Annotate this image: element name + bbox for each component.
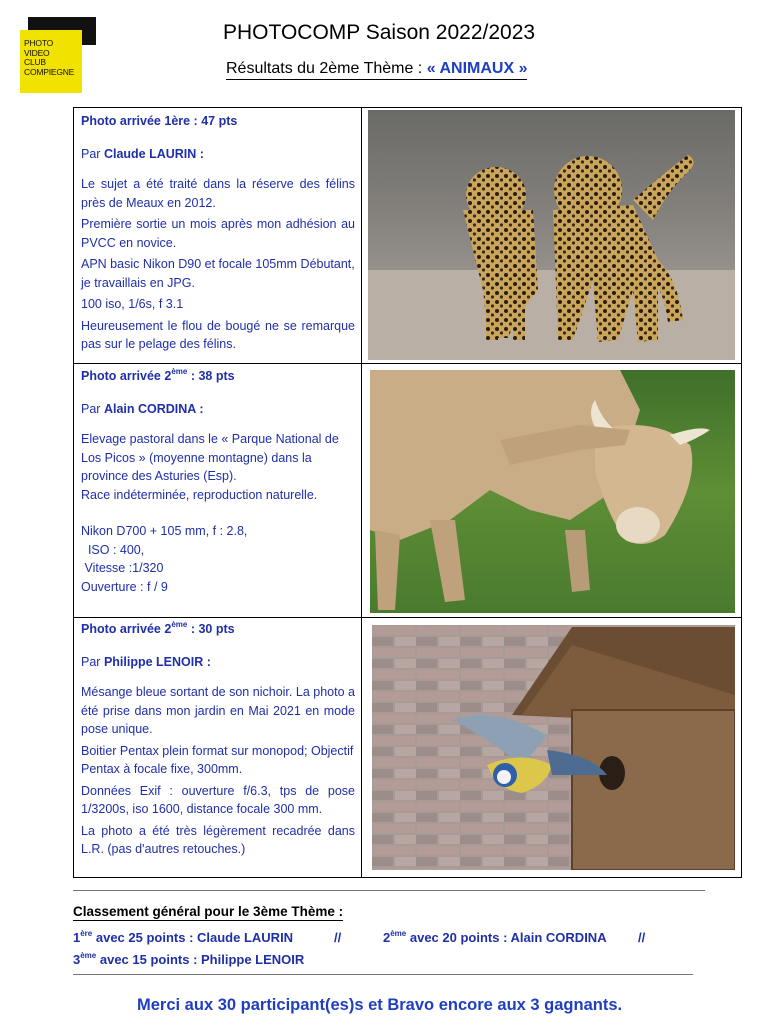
result-paragraph: Mésange bleue sortant de son nichoir. La photo a été prise dans mon jardin en Mai 2021 en mode pose unique. xyxy=(81,685,355,736)
classement-rank-1: 1ère avec 25 points : Claude LAURIN xyxy=(73,928,294,945)
divider-bottom xyxy=(73,974,693,975)
divider-top xyxy=(73,890,705,891)
result-paragraph: Le sujet a été traité dans la réserve des félins près de Meaux en 2012. xyxy=(81,177,355,210)
theme-name: « ANIMAUX » xyxy=(426,60,528,77)
result-row-1 xyxy=(74,108,741,364)
result-paragraph: Race indéterminée, reproduction naturelle. xyxy=(81,487,318,502)
result-line: Ouverture : f / 9 xyxy=(81,579,168,594)
result-rank: Photo arrivée 1ère : 47 pts xyxy=(81,114,238,128)
result-paragraph: Heureusement le flou de bougé ne se remarque pas sur le pelage des félins. xyxy=(81,318,355,351)
blue-tit-photo xyxy=(372,625,735,870)
result-paragraph: Elevage pastoral dans le « Parque National de Los Picos » (moyenne montagne) dans la province des Asturies (Esp). xyxy=(81,432,339,483)
result-author: Par Alain CORDINA : xyxy=(81,401,204,416)
result-line: ISO : 400, xyxy=(81,542,145,557)
result-paragraph: Première sortie un mois après mon adhésion au PVCC en novice. xyxy=(81,217,355,250)
result-author: Par Claude LAURIN : xyxy=(81,146,204,161)
result-row-3 xyxy=(74,618,741,877)
result-text-1 xyxy=(81,112,355,354)
classement-rank-2: 2ème avec 20 points : Alain CORDINA xyxy=(383,928,607,945)
logo-text: PHOTO VIDEO CLUB COMPIEGNE xyxy=(24,38,75,77)
result-rank: Photo arrivée 2ème : 30 pts xyxy=(81,619,235,636)
club-logo xyxy=(20,17,96,93)
page-subtitle xyxy=(226,60,527,80)
result-paragraph: Données Exif : ouverture f/6.3, tps de pose 1/3200s, iso 1600, distance focale 300 mm. xyxy=(81,783,355,816)
result-paragraph: La photo a été très légèrement recadrée dans L.R. (pas d'autres retouches.) xyxy=(81,823,355,856)
result-line: Vitesse :1/320 xyxy=(81,561,164,575)
result-paragraph: 100 iso, 1/6s, f 3.1 xyxy=(81,297,184,311)
results-table xyxy=(73,107,742,878)
cow-photo xyxy=(370,370,735,613)
leopards-photo xyxy=(368,110,735,360)
result-rank: Photo arrivée 2ème : 38 pts xyxy=(81,366,235,383)
result-text-3 xyxy=(81,620,355,859)
classement-heading: Classement général pour le 3ème Thème : xyxy=(73,904,344,919)
result-paragraph: APN basic Nikon D90 et focale 105mm Débutant, je travaillais en JPG. xyxy=(81,257,355,290)
page-title: PHOTOCOMP Saison 2022/2023 xyxy=(223,21,536,44)
result-line: Nikon D700 + 105 mm, f : 2.8, xyxy=(81,524,248,538)
thanks-message: Merci aux 30 participant(es)s et Bravo encore aux 3 gagnants. xyxy=(137,996,623,1014)
result-row-2 xyxy=(74,364,741,618)
subtitle-prefix: Résultats du 2ème Thème : xyxy=(226,60,427,77)
result-author: Par Philippe LENOIR : xyxy=(81,654,211,669)
classement-rank-3: 3ème avec 15 points : Philippe LENOIR xyxy=(73,950,305,967)
classement-separator: // xyxy=(638,930,646,945)
result-text-2 xyxy=(81,367,355,596)
classement-separator: // xyxy=(334,930,342,945)
result-paragraph: Boitier Pentax plein format sur monopod; Objectif Pentax à focale fixe, 300mm. xyxy=(81,743,354,776)
